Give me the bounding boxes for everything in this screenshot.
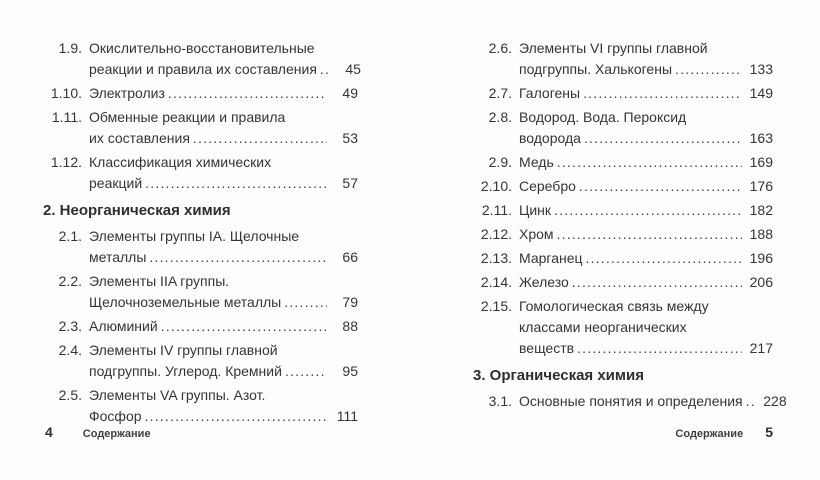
toc-entry <box>473 152 773 173</box>
dot-leader <box>557 224 742 245</box>
entry-number: 2.1. <box>58 228 82 244</box>
dot-leader <box>161 316 327 337</box>
entry-line <box>89 292 358 313</box>
page-number-right: 5 <box>765 424 773 440</box>
entry-body <box>89 107 358 149</box>
section-heading: 2. Неорганическая химия <box>43 202 231 219</box>
entry-title: Марганец <box>519 250 583 266</box>
entry-body <box>89 226 358 268</box>
toc-entry <box>43 226 358 268</box>
toc-page-right <box>473 38 787 415</box>
entry-page-number: 57 <box>342 175 358 191</box>
entry-page-number: 228 <box>763 393 787 409</box>
toc-entry <box>43 107 358 149</box>
entry-number: 2.15. <box>480 298 512 314</box>
entry-page-number: 49 <box>342 85 358 101</box>
toc-entry <box>473 200 773 221</box>
toc-entry <box>473 38 773 80</box>
entry-page-number: 133 <box>749 61 773 77</box>
entry-line <box>89 173 358 194</box>
toc-entry <box>43 316 358 337</box>
entry-number: 1.12. <box>50 154 82 170</box>
entry-title: реакций <box>89 175 143 191</box>
dot-leader <box>583 83 742 104</box>
entry-title-line: Водород. Вода. Пероксид <box>519 109 687 125</box>
entry-title-line: Элементы VA группы. Азот. <box>89 387 266 403</box>
dot-leader <box>675 59 742 80</box>
entry-line <box>519 248 773 269</box>
toc-entry <box>473 391 787 412</box>
entry-title: Железо <box>519 274 569 290</box>
toc-entry <box>43 38 361 80</box>
dot-leader <box>149 247 327 268</box>
entry-number: 2.10. <box>480 178 512 194</box>
entry-title-line: Гомологическая связь между <box>519 298 709 314</box>
entry-body <box>89 83 358 104</box>
dot-leader <box>145 173 327 194</box>
entry-title: подгруппы. Углерод. Кремний <box>89 363 282 379</box>
entry-page-number: 79 <box>342 294 358 310</box>
entry-page-number: 149 <box>749 85 773 101</box>
entry-title: Щелочноземельные металлы <box>89 294 282 310</box>
entry-page-number: 217 <box>749 340 773 356</box>
entry-page-number: 206 <box>749 274 773 290</box>
entry-body <box>89 340 358 382</box>
entry-line <box>89 128 358 149</box>
entry-title: Алюминий <box>89 318 158 334</box>
entry-line <box>519 272 773 293</box>
left-page-footer <box>45 424 151 440</box>
entry-page-number: 176 <box>749 178 773 194</box>
entry-body <box>89 271 358 313</box>
entry-body <box>89 316 358 337</box>
entry-line <box>519 224 773 245</box>
entry-number: 1.9. <box>58 40 82 56</box>
toc-entry <box>43 385 358 427</box>
entry-title-line: Классификация химических <box>89 154 272 170</box>
entry-page-number: 188 <box>749 226 773 242</box>
dot-leader <box>579 176 742 197</box>
toc-entry <box>473 176 773 197</box>
entry-page-number: 196 <box>749 250 773 266</box>
dot-leader <box>320 59 330 80</box>
entry-title: Основные понятия и определения <box>519 393 743 409</box>
entry-page-number: 95 <box>342 363 358 379</box>
entry-line <box>89 316 358 337</box>
entry-title: Электролиз <box>89 85 165 101</box>
entry-line <box>519 152 773 173</box>
entry-line <box>519 391 787 412</box>
entry-page-number: 66 <box>342 249 358 265</box>
entry-body <box>519 224 773 245</box>
toc-entry <box>43 83 358 104</box>
entry-number: 2.9. <box>488 154 512 170</box>
entry-number: 2.4. <box>58 342 82 358</box>
dot-leader <box>168 83 327 104</box>
entry-line <box>519 59 773 80</box>
running-title-left: Содержание <box>82 428 151 440</box>
entry-title-line: классами неорганических <box>519 319 687 335</box>
page-number-left: 4 <box>45 424 53 440</box>
entry-page-number: 45 <box>345 61 361 77</box>
dot-leader <box>746 391 756 412</box>
toc-entry <box>473 224 773 245</box>
entry-title-line: Элементы VI группы главной <box>519 40 708 56</box>
entry-body <box>89 38 361 80</box>
entry-body <box>519 272 773 293</box>
entry-title: их составления <box>89 130 190 146</box>
toc-entry <box>43 271 358 313</box>
entry-page-number: 182 <box>749 202 773 218</box>
entry-number: 2.8. <box>488 109 512 125</box>
entry-title: Фосфор <box>89 408 142 424</box>
entry-title: подгруппы. Халькогены <box>519 61 673 77</box>
dot-leader <box>284 292 327 313</box>
entry-number: 2.2. <box>58 273 82 289</box>
entry-title: Цинк <box>519 202 552 218</box>
entry-page-number: 111 <box>336 408 358 424</box>
entry-body <box>89 152 358 194</box>
entry-line <box>89 83 358 104</box>
toc-page-left <box>43 38 361 430</box>
entry-number: 1.11. <box>51 109 82 125</box>
entry-body <box>519 83 773 104</box>
entry-body <box>519 296 773 359</box>
entry-body <box>519 176 773 197</box>
entry-page-number: 163 <box>749 130 773 146</box>
entry-title: Серебро <box>519 178 576 194</box>
entry-line <box>519 176 773 197</box>
toc-entry <box>473 248 773 269</box>
entry-number: 2.12. <box>480 226 512 242</box>
dot-leader <box>584 128 742 149</box>
dot-leader <box>557 152 742 173</box>
entry-body <box>89 385 358 427</box>
entry-title: Хром <box>519 226 554 242</box>
entry-body <box>519 107 773 149</box>
entry-body <box>519 38 773 80</box>
entry-title: Галогены <box>519 85 581 101</box>
entry-line <box>519 83 773 104</box>
toc-entry <box>43 340 358 382</box>
entry-number: 2.5. <box>58 387 82 403</box>
entry-title: веществ <box>519 340 575 356</box>
entry-body <box>519 152 773 173</box>
entry-line <box>89 361 358 382</box>
dot-leader <box>554 200 742 221</box>
entry-title-line: Элементы группы IA. Щелочные <box>89 228 300 244</box>
section-heading: 3. Органическая химия <box>473 367 644 384</box>
entry-number: 2.14. <box>480 274 512 290</box>
entry-title-line: Обменные реакции и правила <box>89 109 286 125</box>
entry-title: реакции и правила их составления <box>89 61 317 77</box>
running-title-right: Содержание <box>675 428 744 440</box>
entry-number: 2.11. <box>481 202 512 218</box>
dot-leader <box>193 128 327 149</box>
entry-body <box>519 391 787 412</box>
entry-number: 2.7. <box>488 85 512 101</box>
dot-leader <box>586 248 742 269</box>
toc-entry <box>473 272 773 293</box>
toc-entry <box>43 152 358 194</box>
dot-leader <box>145 406 327 427</box>
dot-leader <box>572 272 742 293</box>
entry-title: водорода <box>519 130 581 146</box>
entry-line <box>89 59 361 80</box>
entry-number: 2.13. <box>480 250 512 266</box>
entry-page-number: 53 <box>342 130 358 146</box>
entry-title: металлы <box>89 249 147 265</box>
entry-number: 1.10. <box>50 85 82 101</box>
entry-page-number: 169 <box>749 154 773 170</box>
entry-title-line: Элементы IIA группы. <box>89 273 230 289</box>
toc-entry <box>473 107 773 149</box>
entry-body <box>519 248 773 269</box>
dot-leader <box>285 361 327 382</box>
entry-line <box>89 247 358 268</box>
entry-number: 2.6. <box>488 40 512 56</box>
entry-line <box>519 128 773 149</box>
entry-line <box>519 200 773 221</box>
entry-title-line: Окислительно-восстановительные <box>89 40 315 56</box>
entry-body <box>519 200 773 221</box>
entry-line <box>519 338 773 359</box>
entry-number: 2.3. <box>58 318 82 334</box>
entry-title: Медь <box>519 154 554 170</box>
dot-leader <box>577 338 742 359</box>
right-page-footer <box>675 424 773 440</box>
toc-entry <box>473 296 773 359</box>
entry-page-number: 88 <box>342 318 358 334</box>
entry-title-line: Элементы IV группы главной <box>89 342 278 358</box>
toc-entry <box>473 83 773 104</box>
entry-number: 3.1. <box>488 393 512 409</box>
